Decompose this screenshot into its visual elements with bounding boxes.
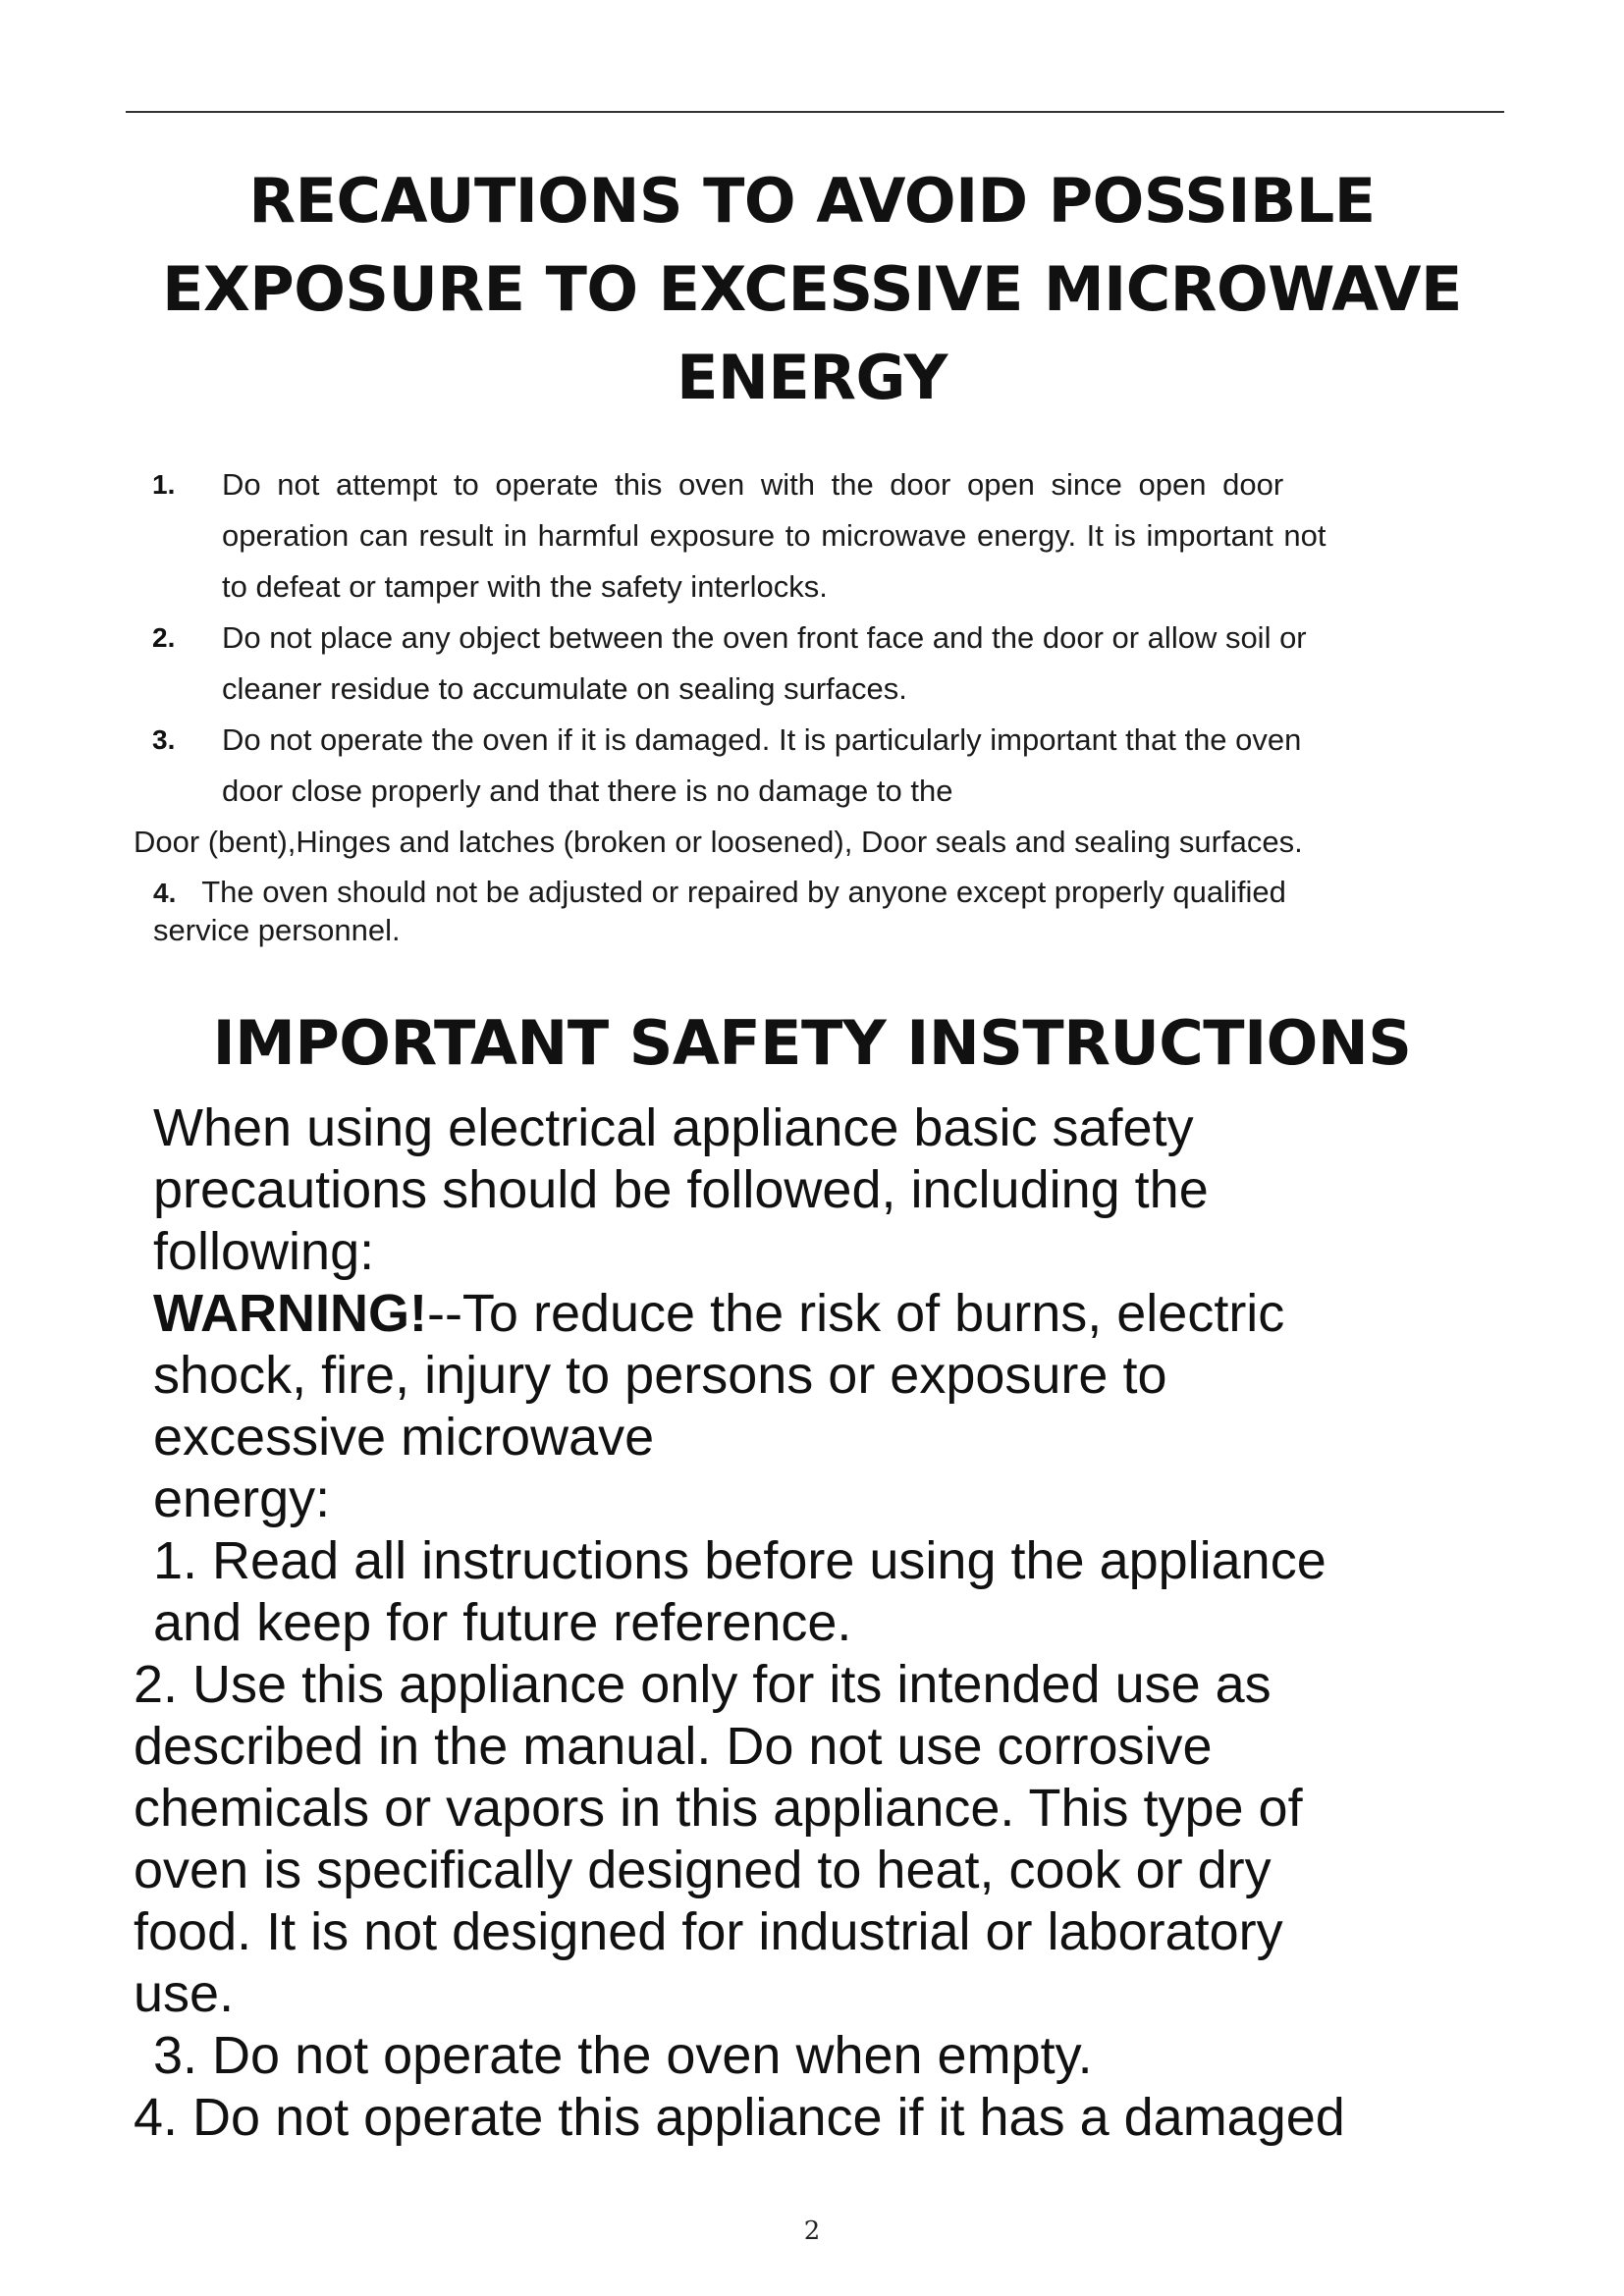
instruction-2: [134, 1654, 1303, 2025]
intro-line-1: When using electrical appliance basic safety: [153, 1098, 1194, 1157]
precaution-2-line-1: Do not place any object between the oven front face and the door or allow soil or: [222, 620, 1307, 655]
instruction-2-line-5: food. It is not designed for industrial or laboratory: [134, 1902, 1283, 1961]
intro-line-3: following:: [153, 1222, 375, 1281]
page-number: 2: [803, 2216, 821, 2246]
warning-line-1: --To reduce the risk of burns, electric: [426, 1284, 1285, 1343]
precaution-2-number: 2.: [152, 622, 176, 653]
top-rule: [126, 111, 1504, 113]
instruction-1-line-1: 1. Read all instructions before using the appliance: [153, 1531, 1326, 1590]
precaution-1-number: 1.: [152, 469, 176, 500]
precaution-1-line-1: Do not attempt to operate this oven with the door open since open door: [222, 467, 1284, 502]
precaution-2-line-2: cleaner residue to accumulate on sealing surfaces.: [222, 671, 907, 706]
precaution-3-line-1: Do not operate the oven if it is damaged. It is particularly important that the oven: [222, 722, 1302, 757]
precaution-1: [222, 459, 1498, 613]
warning-label: WARNING!: [153, 1284, 427, 1343]
precaution-4: [153, 874, 1518, 949]
safety-instructions-heading: IMPORTANT SAFETY INSTRUCTIONS: [212, 1007, 1412, 1079]
precautions-heading-line-3: ENERGY: [677, 342, 947, 413]
instruction-1-line-2: and keep for future reference.: [153, 1593, 852, 1652]
precaution-3-number: 3.: [152, 724, 176, 755]
precautions-heading: [98, 157, 1526, 422]
precaution-4-line-1: The oven should not be adjusted or repaired by anyone except properly qualified: [201, 875, 1286, 909]
warning-line-3: excessive microwave: [153, 1408, 655, 1467]
intro-text: [153, 1097, 1209, 1283]
precaution-3-line-2: door close properly and that there is no damage to the: [222, 774, 953, 808]
instruction-1: [153, 1530, 1326, 1654]
precaution-2: [222, 613, 1498, 715]
warning-line-2: shock, fire, injury to persons or exposure to: [153, 1346, 1167, 1405]
precautions-heading-line-1: RECAUTIONS TO AVOID POSSIBLE: [248, 165, 1376, 237]
precaution-4-number: 4.: [153, 878, 177, 908]
instruction-4: 4. Do not operate this appliance if it has a damaged: [134, 2088, 1345, 2147]
precaution-3: [222, 715, 1498, 817]
intro-line-2: precautions should be followed, including the: [153, 1160, 1209, 1219]
instruction-2-line-1: 2. Use this appliance only for its intended use as: [134, 1655, 1272, 1714]
instruction-2-line-3: chemicals or vapors in this appliance. This type of: [134, 1779, 1303, 1838]
precautions-heading-line-2: EXPOSURE TO EXCESSIVE MICROWAVE: [162, 253, 1462, 325]
precaution-4-line-2: service personnel.: [153, 913, 401, 947]
precaution-1-line-2: operation can result in harmful exposure to microwave energy. It is important not: [222, 518, 1326, 553]
warning-line-4: energy:: [153, 1469, 331, 1528]
instruction-2-line-2: described in the manual. Do not use corrosive: [134, 1717, 1213, 1776]
instruction-3: 3. Do not operate the oven when empty.: [153, 2026, 1093, 2085]
warning-text: [153, 1283, 1284, 1530]
instruction-2-line-4: oven is specifically designed to heat, cook or dry: [134, 1841, 1272, 1899]
instruction-2-line-6: use.: [134, 1964, 235, 2023]
precaution-1-line-3: to defeat or tamper with the safety interlocks.: [222, 569, 828, 604]
precaution-3-continuation: Door (bent),Hinges and latches (broken or loosened), Door seals and sealing surfaces.: [134, 825, 1303, 859]
